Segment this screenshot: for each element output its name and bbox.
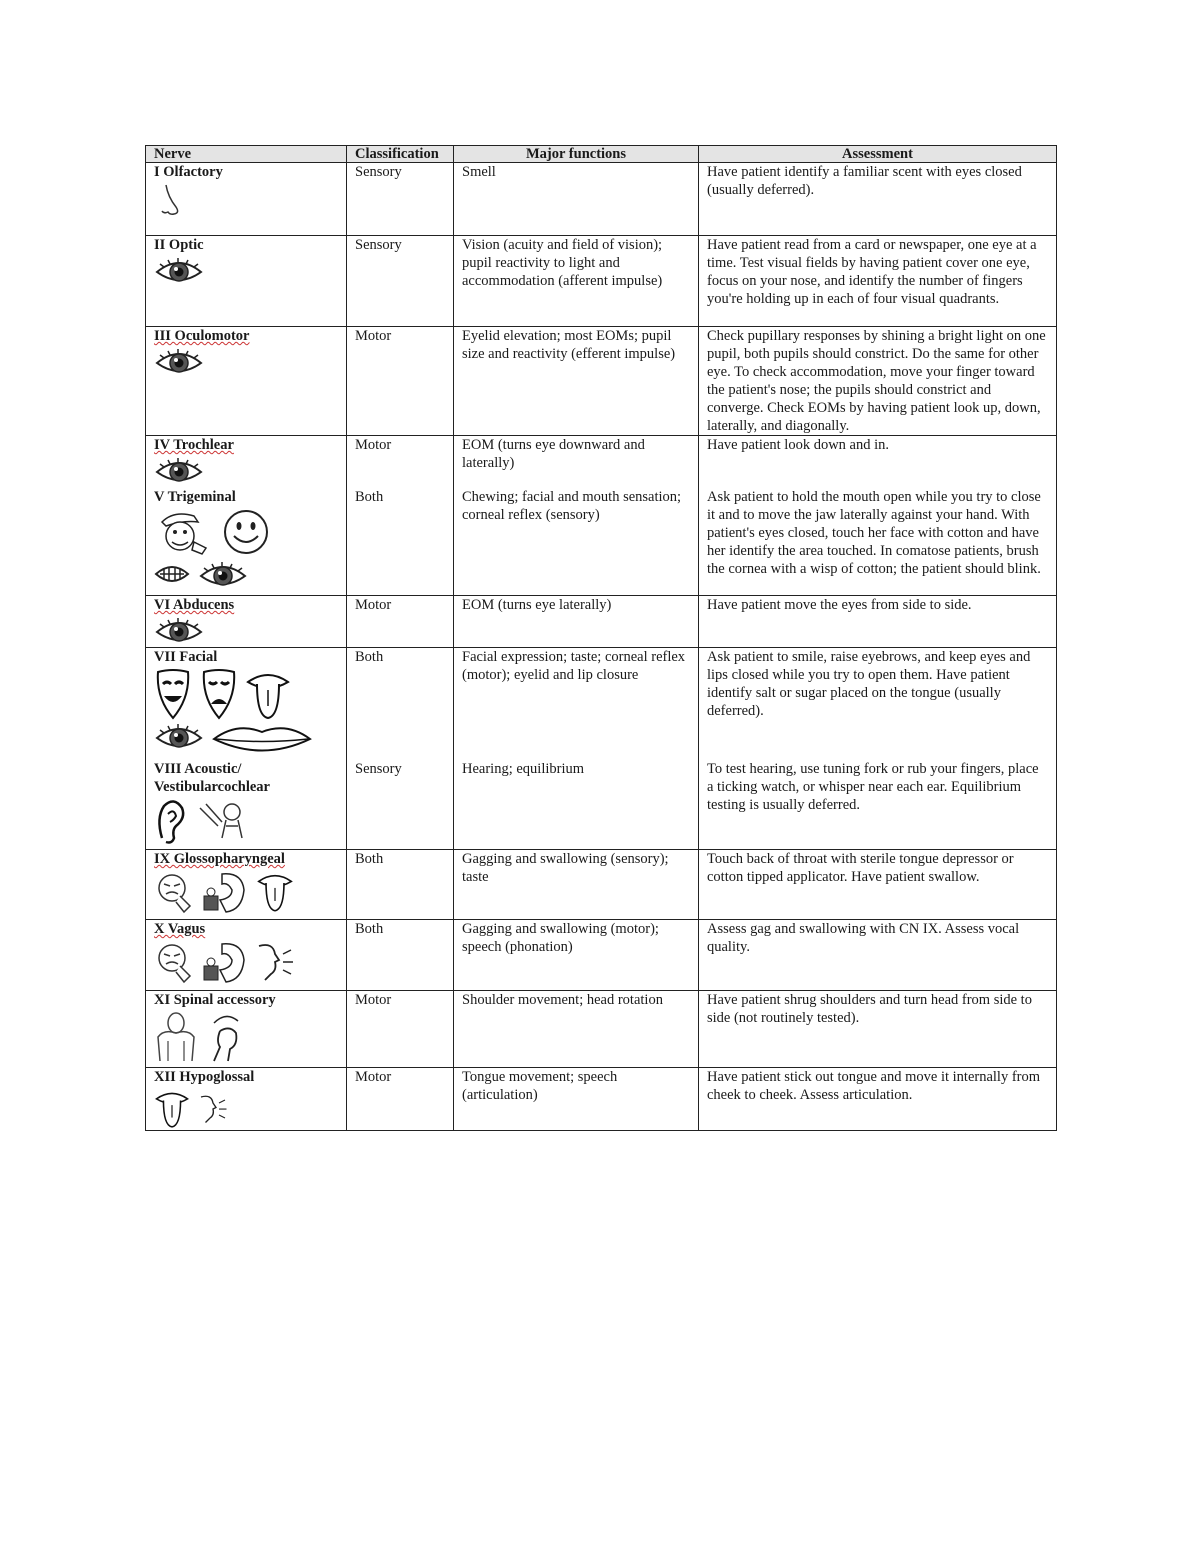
swallowing-icon: [202, 940, 248, 984]
lips-icon: [212, 722, 312, 756]
nerve-cell: [146, 991, 347, 1068]
assessment-cell: Have patient read from a card or newspaper, one eye at a time. Test visual fields by having patient cover one eye, focus on your nose, and identify the number of fingers you're holding up in each of four visual quadrants.: [699, 236, 1057, 327]
tongue-out-icon: [245, 668, 291, 722]
table-row: [146, 991, 1057, 1068]
header-row: [146, 146, 1057, 163]
eye-icon: [154, 347, 204, 377]
gagging-face-icon: [154, 870, 194, 914]
functions-cell: Hearing; equilibrium: [454, 760, 699, 850]
functions-cell: Gagging and swallowing (motor); speech (phonation): [454, 920, 699, 991]
classification-cell: Sensory: [347, 163, 454, 236]
eye-icon: [198, 560, 248, 590]
assessment-cell: Have patient shrug shoulders and turn head from side to side (not routinely tested).: [699, 991, 1057, 1068]
functions-cell: Chewing; facial and mouth sensation; corneal reflex (sensory): [454, 488, 699, 596]
nerve-cell: [146, 236, 347, 327]
functions-cell: Tongue movement; speech (articulation): [454, 1068, 699, 1131]
header-major-functions: Major functions: [454, 146, 699, 163]
nerve-name: I Olfactory: [154, 164, 223, 180]
functions-cell: Eyelid elevation; most EOMs; pupil size and reactivity (efferent impulse): [454, 327, 699, 436]
assessment-cell: Ask patient to hold the mouth open while you try to close it and to move the jaw laterally against your hand. With patient's eyes closed, touch her face with cotton and have her identify the area touched. In comatose patients, brush the cornea with a wisp of cotton; the patient should blink.: [699, 488, 1057, 596]
nerve-cell: [146, 850, 347, 920]
functions-cell: EOM (turns eye laterally): [454, 596, 699, 648]
nerve-name: IX Glossopharyngeal: [154, 851, 285, 867]
assessment-cell: Have patient identify a familiar scent with eyes closed (usually deferred).: [699, 163, 1057, 236]
assessment-cell: Have patient look down and in.: [699, 436, 1057, 488]
eye-icon: [154, 256, 204, 286]
nerve-name: VIII Acoustic/ Vestibularcochlear: [154, 760, 270, 795]
functions-cell: Gagging and swallowing (sensory); taste: [454, 850, 699, 920]
functions-cell: Smell: [454, 163, 699, 236]
tongue-out-icon: [154, 1088, 190, 1130]
nerve-name: III Oculomotor: [154, 328, 250, 344]
functions-cell: Vision (acuity and field of vision); pupil reactivity to light and accommodation (afferent impulse): [454, 236, 699, 327]
nose-icon: [154, 183, 184, 219]
functions-cell: Facial expression; taste; corneal reflex (motor); eyelid and lip closure: [454, 648, 699, 760]
smiley-face-icon: [222, 508, 270, 556]
table-row: [146, 920, 1057, 991]
assessment-cell: Touch back of throat with sterile tongue depressor or cotton tipped applicator. Have patient swallow.: [699, 850, 1057, 920]
gagging-face-icon: [154, 940, 194, 984]
classification-cell: Motor: [347, 436, 454, 488]
table-row: [146, 163, 1057, 236]
nerve-name: V Trigeminal: [154, 488, 236, 505]
tongue-out-icon: [255, 870, 295, 914]
classification-cell: Both: [347, 920, 454, 991]
table-row: [146, 236, 1057, 327]
ear-icon: [154, 798, 188, 846]
functions-cell: Shoulder movement; head rotation: [454, 991, 699, 1068]
eye-icon: [154, 722, 204, 752]
swallowing-icon: [202, 870, 248, 914]
classification-cell: Both: [347, 648, 454, 760]
table-row: [146, 760, 1057, 850]
nerve-cell: [146, 1068, 347, 1131]
tuning-fork-icon: [196, 798, 248, 846]
comedy-mask-icon: [154, 668, 192, 722]
nerve-cell: [146, 648, 347, 760]
table-row: [146, 596, 1057, 648]
nerve-name: VII Facial: [154, 649, 218, 665]
table-row: [146, 648, 1057, 760]
nerve-cell: [146, 596, 347, 648]
header-classification: Classification: [347, 146, 454, 163]
classification-cell: Both: [347, 488, 454, 596]
eye-icon: [154, 456, 204, 486]
functions-cell: EOM (turns eye downward and laterally): [454, 436, 699, 488]
speaking-profile-icon: [255, 940, 295, 984]
nerve-cell: [146, 327, 347, 436]
chewing-face-icon: [154, 508, 214, 560]
assessment-cell: Have patient stick out tongue and move it internally from cheek to cheek. Assess articulation.: [699, 1068, 1057, 1131]
nerve-cell: [146, 760, 347, 850]
assessment-cell: Check pupillary responses by shining a bright light on one pupil, both pupils should constrict. Do the same for other eye. To check accommodation, move your finger toward the patient's nose; the pupils should constrict and converge. Check EOMs by having patient look up, down, laterally, and diagonally.: [699, 327, 1057, 436]
nerve-name: X Vagus: [154, 921, 206, 937]
assessment-cell: Have patient move the eyes from side to side.: [699, 596, 1057, 648]
assessment-cell: Ask patient to smile, raise eyebrows, and keep eyes and lips closed while you try to open them. Have patient identify salt or sugar placed on the tongue (usually deferred).: [699, 648, 1057, 760]
table-row: [146, 1068, 1057, 1131]
speaking-profile-icon: [198, 1088, 228, 1130]
cranial-nerves-table: [145, 145, 1057, 1131]
nerve-name: VI Abducens: [154, 597, 235, 613]
nerve-cell: [146, 920, 347, 991]
nerve-name: II Optic: [154, 237, 204, 253]
header-nerve: Nerve: [146, 146, 347, 163]
table-row: [146, 488, 1057, 596]
classification-cell: Sensory: [347, 760, 454, 850]
classification-cell: Motor: [347, 1068, 454, 1131]
teeth-icon: [154, 560, 190, 588]
nerve-cell: [146, 488, 347, 596]
nerve-name: IV Trochlear: [154, 437, 234, 453]
nerve-cell: [146, 436, 347, 488]
tragedy-mask-icon: [200, 668, 238, 722]
classification-cell: Motor: [347, 991, 454, 1068]
table-row: [146, 327, 1057, 436]
eye-icon: [154, 616, 204, 646]
nerve-name: XII Hypoglossal: [154, 1069, 255, 1085]
classification-cell: Sensory: [347, 236, 454, 327]
classification-cell: Both: [347, 850, 454, 920]
nerve-name: XI Spinal accessory: [154, 992, 276, 1008]
head-turn-icon: [206, 1011, 246, 1063]
shrugging-person-icon: [154, 1011, 198, 1063]
assessment-cell: Assess gag and swallowing with CN IX. Assess vocal quality.: [699, 920, 1057, 991]
classification-cell: Motor: [347, 596, 454, 648]
nerve-cell: [146, 163, 347, 236]
assessment-cell: To test hearing, use tuning fork or rub your fingers, place a ticking watch, or whisper near each ear. Equilibrium testing is usually deferred.: [699, 760, 1057, 850]
classification-cell: Motor: [347, 327, 454, 436]
header-assessment: Assessment: [699, 146, 1057, 163]
table-row: [146, 850, 1057, 920]
table-row: [146, 436, 1057, 488]
